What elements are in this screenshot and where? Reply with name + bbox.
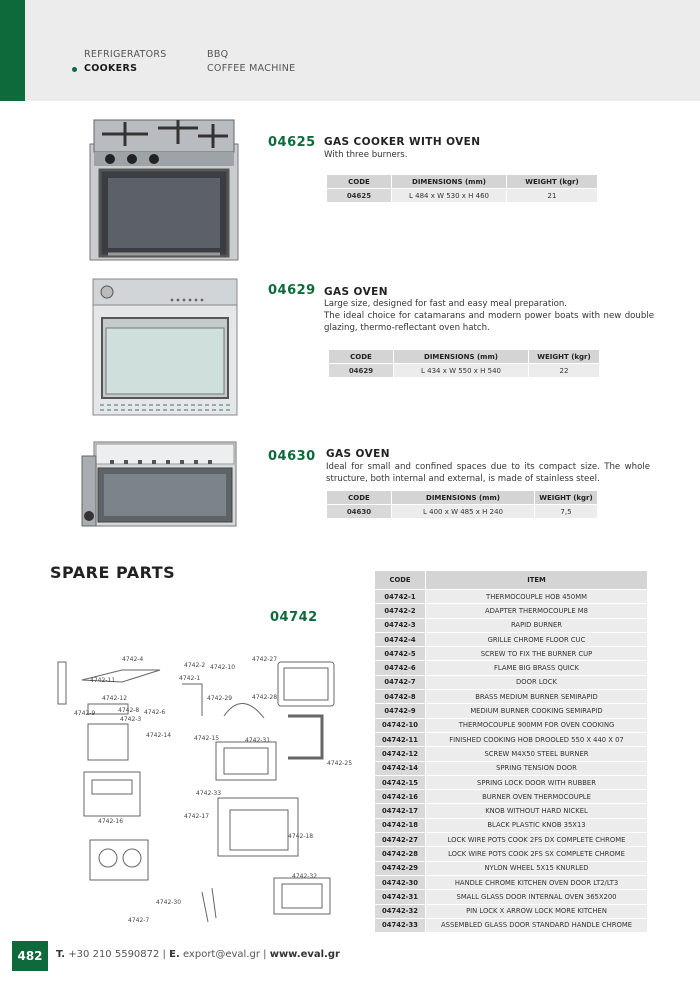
part-item: BURNER OVEN THERMOCOUPLE (426, 790, 648, 804)
part-item: ADAPTER THERMOCOUPLE M8 (426, 604, 648, 618)
product-description: With three burners. (324, 150, 408, 160)
part-code: 04742-3 (375, 618, 426, 632)
diagram-part-glass-pane (284, 668, 328, 700)
product-code-04629: 04629 (268, 283, 316, 298)
product-title: GAS OVEN (326, 448, 390, 460)
diagram-label: 4742-2 (184, 662, 206, 669)
part-code: 04742-27 (375, 833, 426, 847)
diagram-part-burner-left (99, 849, 117, 867)
table-row (375, 747, 648, 761)
col-weight-header: WEIGHT (kgr) (529, 350, 600, 364)
product-description-line: Large size, designed for fast and easy meal preparation. (324, 299, 568, 309)
table-row (375, 661, 648, 675)
part-item: SCREW M4X50 STEEL BURNER (426, 747, 648, 761)
table-row (375, 790, 648, 804)
diagram-label: 4742-33 (196, 790, 222, 797)
part-code: 04742-31 (375, 890, 426, 904)
nav-bbq[interactable]: BBQ (207, 49, 229, 60)
part-code: 04742-28 (375, 847, 426, 861)
table-row (375, 704, 648, 718)
diagram-label: 4742-9 (74, 710, 96, 717)
part-item: BRASS MEDIUM BURNER SEMIRAPID (426, 690, 648, 704)
diagram-label: 4742-1 (179, 675, 201, 682)
product-description (324, 298, 654, 334)
spec-weight: 22 (529, 364, 600, 378)
part-code: 04742-4 (375, 632, 426, 646)
table-row (375, 890, 648, 904)
part-code: 04742-6 (375, 661, 426, 675)
part-code: 04742-11 (375, 732, 426, 746)
table-row (375, 847, 648, 861)
table-row (375, 718, 648, 732)
diagram-label: 4742-28 (252, 694, 278, 701)
part-code: 04742-10 (375, 718, 426, 732)
footer-contact (56, 949, 340, 960)
diagram-label: 4742-6 (144, 709, 166, 716)
table-row (375, 918, 648, 932)
col-dimensions-header: DIMENSIONS (mm) (392, 175, 507, 189)
diagram-part-oven-shelf (92, 780, 132, 794)
table-row (375, 804, 648, 818)
table-row (375, 904, 648, 918)
spec-weight: 21 (507, 189, 598, 203)
part-item: DOOR LOCK (426, 675, 648, 689)
part-item: SPRING LOCK DOOR WITH RUBBER (426, 775, 648, 789)
spec-dimensions: L 400 x W 485 x H 240 (392, 505, 535, 519)
table-row (375, 632, 648, 646)
spare-parts-title: SPARE PARTS (50, 563, 176, 582)
diagram-part-thermocouple (182, 684, 202, 716)
diagram-label: 4742-14 (146, 732, 172, 739)
part-code: 04742-30 (375, 875, 426, 889)
table-row (375, 590, 648, 604)
col-dimensions-header: DIMENSIONS (mm) (392, 491, 535, 505)
product-description: Ideal for small and confined spaces due to its compact size. The whole structure, both internal and external, is made of stainless steel. (326, 462, 650, 484)
diagram-label: 4742-17 (184, 813, 210, 820)
part-code: 04742-16 (375, 790, 426, 804)
part-item: KNOB WITHOUT HARD NICKEL (426, 804, 648, 818)
col-dimensions-header: DIMENSIONS (mm) (394, 350, 529, 364)
diagram-label: 4742-30 (156, 899, 182, 906)
part-code: 04742-8 (375, 690, 426, 704)
spare-parts-table (374, 570, 648, 933)
spec-weight: 7,5 (535, 505, 598, 519)
diagram-part-panel (88, 724, 128, 760)
diagram-label: 4742-29 (207, 695, 233, 702)
part-code: 04742-5 (375, 647, 426, 661)
col-weight-header: WEIGHT (kgr) (507, 175, 598, 189)
part-item: PIN LOCK X ARROW LOCK MORE KITCHEN (426, 904, 648, 918)
diagram-part-burner-right (123, 849, 141, 867)
diagram-label: 4742-31 (245, 737, 271, 744)
diagram-label: 4742-18 (288, 833, 314, 840)
exploded-parts-diagram (52, 652, 352, 932)
part-item: FINISHED COOKING HOB DROOLED 550 X 440 X 07 (426, 732, 648, 746)
diagram-part-handle (288, 716, 322, 758)
col-code-header: CODE (327, 491, 392, 505)
diagram-part-door-window (224, 748, 268, 774)
part-item: BLACK PLASTIC KNOB 35X13 (426, 818, 648, 832)
part-code: 04742-12 (375, 747, 426, 761)
product-spec-table (326, 174, 598, 203)
col-code-header: CODE (329, 350, 394, 364)
diagram-part-door-frame-glass (282, 884, 322, 908)
diagram-part-hob-top (90, 840, 148, 880)
part-item: ASSEMBLED GLASS DOOR STANDARD HANDLE CHROME (426, 918, 648, 932)
part-code: 04742-17 (375, 804, 426, 818)
active-bullet-icon (72, 67, 77, 72)
part-item: HANDLE CHROME KITCHEN OVEN DOOR LT2/LT3 (426, 875, 648, 889)
diagram-label: 4742-16 (98, 818, 124, 825)
gas-oven-04630-image (80, 440, 238, 528)
part-code: 04742-29 (375, 861, 426, 875)
part-item: SMALL GLASS DOOR INTERNAL OVEN 365X200 (426, 890, 648, 904)
page-number: 482 (12, 941, 48, 971)
phone-label: T. (56, 949, 66, 960)
col-weight-header: WEIGHT (kgr) (535, 491, 598, 505)
diagram-label: 4742-3 (120, 716, 142, 723)
product-code-04625: 04625 (268, 135, 316, 150)
part-code: 04742-15 (375, 775, 426, 789)
part-item: LOCK WIRE POTS COOK 2FS DX COMPLETE CHROME (426, 833, 648, 847)
spec-dimensions: L 484 x W 530 x H 460 (392, 189, 507, 203)
table-row (375, 647, 648, 661)
spec-dimensions: L 434 x W 550 x H 540 (394, 364, 529, 378)
email-label: E. (169, 949, 180, 960)
diagram-label: 4742-32 (292, 873, 318, 880)
diagram-label: 4742-7 (128, 917, 150, 924)
website-link[interactable]: www.eval.gr (269, 949, 340, 960)
table-row (375, 675, 648, 689)
part-item: MEDIUM BURNER COOKING SEMIRAPID (426, 704, 648, 718)
diagram-part-side-rail (58, 662, 66, 704)
product-spec-table (328, 349, 600, 378)
spec-code: 04625 (327, 189, 392, 203)
part-code: 04742-2 (375, 604, 426, 618)
table-row (375, 861, 648, 875)
spare-parts-rows (375, 590, 648, 933)
diagram-label: 4742-12 (102, 695, 128, 702)
part-item: FLAME BIG BRASS QUICK (426, 661, 648, 675)
product-title: GAS OVEN (324, 286, 388, 298)
product-code-04630: 04630 (268, 449, 316, 464)
part-item: SPRING TENSION DOOR (426, 761, 648, 775)
table-row (375, 775, 648, 789)
nav-refrigerators[interactable]: REFRIGERATORS (84, 49, 167, 60)
email-address[interactable]: export@eval.gr | (182, 949, 267, 960)
part-code: 04742-32 (375, 904, 426, 918)
gas-cooker-with-oven-image (88, 114, 240, 262)
diagram-part-wire-lock (224, 703, 264, 718)
spec-code: 04629 (329, 364, 394, 378)
diagram-label: 4742-8 (118, 707, 140, 714)
diagram-label: 4742-10 (210, 664, 236, 671)
table-row (375, 833, 648, 847)
diagram-label: 4742-4 (122, 656, 144, 663)
diagram-part-cooker-window (230, 810, 288, 850)
brand-color-bar (0, 0, 25, 101)
table-row (375, 690, 648, 704)
product-title: GAS COOKER WITH OVEN (324, 136, 481, 148)
product-spec-table (326, 490, 598, 519)
table-row (375, 604, 648, 618)
diagram-label: 4742-27 (252, 656, 278, 663)
col-code-header: CODE (327, 175, 392, 189)
part-item: GRILLE CHROME FLOOR CUC (426, 632, 648, 646)
diagram-part-pin-lock (202, 888, 216, 922)
nav-coffee-machine[interactable]: COFFEE MACHINE (207, 63, 296, 74)
table-row (375, 732, 648, 746)
diagram-label: 4742-25 (327, 760, 352, 767)
col-code-header: CODE (375, 571, 426, 590)
gas-oven-04629-image (92, 278, 238, 416)
table-row (375, 875, 648, 889)
col-item-header: ITEM (426, 571, 648, 590)
diagram-label: 4742-11 (90, 677, 116, 684)
part-item: THERMOCOUPLE 900MM FOR OVEN COOKING (426, 718, 648, 732)
part-item: NYLON WHEEL 5X15 KNURLED (426, 861, 648, 875)
part-code: 04742-9 (375, 704, 426, 718)
spec-code: 04630 (327, 505, 392, 519)
part-code: 04742-14 (375, 761, 426, 775)
part-code: 04742-18 (375, 818, 426, 832)
table-row (375, 761, 648, 775)
part-item: SCREW TO FIX THE BURNER CUP (426, 647, 648, 661)
part-code: 04742-1 (375, 590, 426, 604)
part-item: LOCK WIRE POTS COOK 2FS SX COMPLETE CHROME (426, 847, 648, 861)
product-description-line: The ideal choice for catamarans and modern power boats with new double glazing, thermo-reflectant oven hatch. (324, 311, 654, 333)
part-code: 04742-7 (375, 675, 426, 689)
phone-number[interactable]: +30 210 5590872 | (68, 949, 166, 960)
table-row (375, 618, 648, 632)
diagram-label: 4742-15 (194, 735, 220, 742)
diagram-part-glass-door (278, 662, 334, 706)
nav-cookers[interactable]: COOKERS (84, 63, 138, 74)
table-row (375, 818, 648, 832)
part-item: RAPID BURNER (426, 618, 648, 632)
part-code: 04742-33 (375, 918, 426, 932)
part-item: THERMOCOUPLE HOB 450MM (426, 590, 648, 604)
spare-parts-code: 04742 (270, 610, 318, 625)
